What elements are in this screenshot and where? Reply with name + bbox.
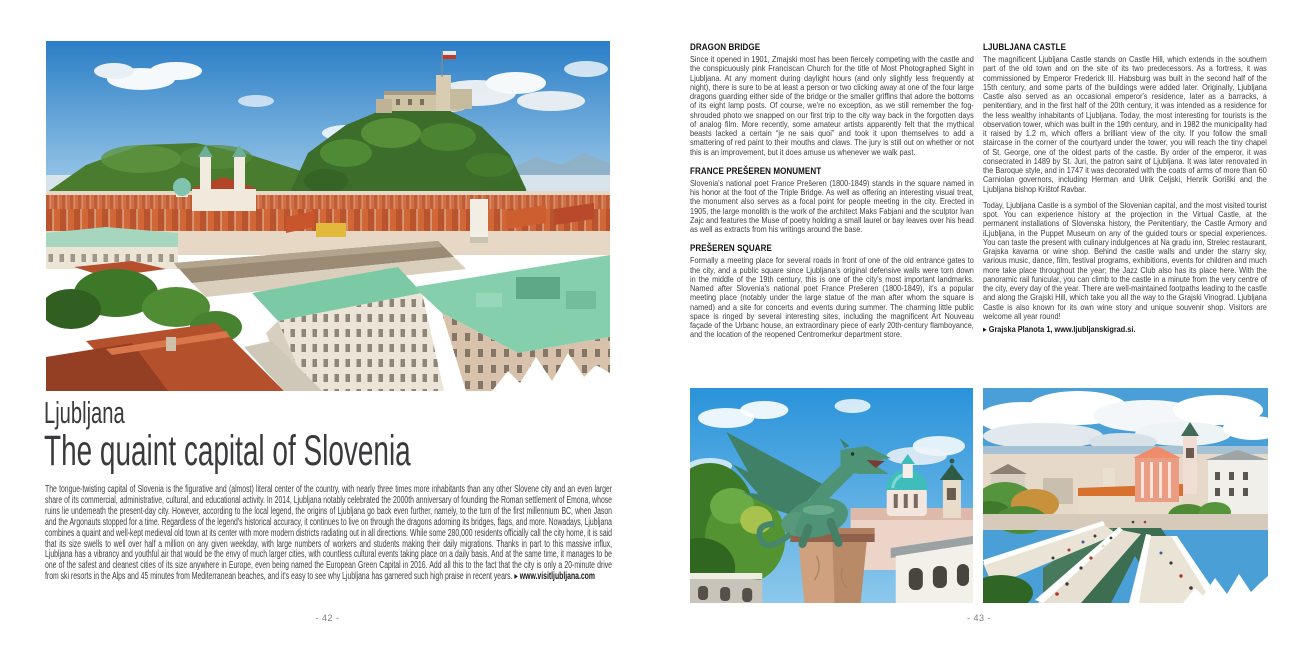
section-body-preseren-monument: Slovenia's national poet France Prešeren (1800-1849) stands in the square named in his honor at the foot of the Triple Bridge. As well as offering an interesting visual treat, the monument also serves as a focal point for people meeting in the city. Erected in 1905, the large monolith is the work of the architect Maks Fabjani and the sculptor Ivan Zajc and features the Muse of poetry holding a small laurel or bay leaves over his head as well as extracts from his writings around the base. <box>690 177 974 234</box>
plaza <box>983 514 1268 530</box>
page-subtitle: The quaint capital of Slovenia <box>44 427 411 475</box>
visit-ljubljana-link: ▸ www.visitljubljana.com <box>514 571 595 583</box>
section-body-ljubljana-castle-1: The magnificent Ljubljana Castle stands on Castle Hill, which extends in the southern part of the old town and on the site of its two predecessors. As a fortress, it was commissioned by Emperor Frederick III. Habsburg was built in the second half of the 15th century, and some parts of the buildings were added later. Originally, Ljubljana Castle also served as an occasional emperor's residence, later as a barracks, a penitentiary, and in the first half of the 20th century, it was intended as a residence for the less wealthy inhabitants of Ljubljana. Today, the most interesting for tourists is the observation tower, which was built in the 19th century, and in 1982 the municipality had it raised by 1.2 m, which offers a brilliant view of the city. If you follow the small staircase in the corner of the courtyard under the tower, you will reach the tiny chapel of St. George, one of the oldest parts of the castle. By order of the emperor, it was consecrated in 1489 by St. Juri, the patron saint of Ljubljana. It was later renovated in the Baroque style, and in 1747 it was decorated with the coats of arms of more than 60 Carniolan governors, including Herman and Ulrik Celjski, Henrik Goriški and the Ljubljana bishop Krištof Ravbar. <box>983 54 1267 194</box>
cityscape-illustration <box>46 41 610 391</box>
section-heading-ljubljana-castle: LJUBLJANA CASTLE <box>983 41 1067 52</box>
page-number-right: - 43 - <box>966 613 991 623</box>
title-block <box>44 397 629 474</box>
section-heading-preseren-monument: FRANCE PREŠEREN MONUMENT <box>690 164 822 176</box>
intro-paragraph <box>45 485 612 583</box>
triple-bridge-illustration <box>983 388 1268 603</box>
page-number-left: - 42 - <box>315 613 340 623</box>
dragon-statue-illustration <box>690 388 973 603</box>
triple-bridge-photo <box>983 388 1268 603</box>
section-body-preseren-square: Formally a meeting place for several roads in front of one of the old entrance gates to the city, and a public square since Ljubljana's original defensive walls were torn down in the middle of the 19th century, this is one of the city's most important landmarks. Named after Slovenia's national poet France Prešeren (1800-1849), it's a popular meeting place (notably under the large statue of the man after whom the square is named) and a site for concerts and events during summer. The charming little public space is ringed by several interesting sites, including the magnificent Art Nouveau façade of the Urbanc house, an extraordinary piece of early 20th-century flamboyance, and the location of the reopened Centromerkur department store. <box>690 255 974 340</box>
column-1 <box>690 42 974 344</box>
ljubljana-cityscape-photo <box>46 41 610 391</box>
castle-address-link: ▸ Grajska Planota 1, www.ljubljanskigrad.si. <box>983 324 1136 334</box>
section-body-dragon-bridge: Since it opened in 1901, Zmajski most has been fiercely competing with the castle and the conspicuously pink Franciscan Church for the title of Most Photographed Sight in Ljubljana. At any moment during daylight hours (and only slightly less frequently at night), there is sure to be at least a person or two clicking away at one of the four large dragons guarding either side of the bridge or the smaller griffins that adore the bottoms of its eight lamp posts. Of course, we're no exception, as we still remember the fog-shrouded photo we snapped on our first trip to the city way back in the forgotten days of analog film. More recently, some amateur artists apparently felt that the mythical beasts lacked a certain “je ne sais quoi” and took it upon themselves to add a smattering of red paint to their mouths and claws. The jury is still out on whether or not this is an improvement, but it does amuse us whenever we walk past. <box>690 54 974 157</box>
column-2 <box>983 42 1267 334</box>
intro-text: The tongue-twisting capital of Slovenia is the figurative and (almost) literal center of the country, with nearly three times more inhabitants than any other Slovene city and an even larger share of its commercial, administrative, cultural, and educational activity. In 2014, Ljubljana notably celebrated the 2000th anniversary of founding the Roman settlement of Emona, whose ruins lie underneath the present-day city. However, according to the local legend, the origins of Ljubljana go back even further, namely, to the turn of the first millennium BC, when Jason and the Argonauts stopped for a time. Regardless of the legend's historical accuracy, it continues to live on through the dragons adorning its bridges, flags, and more. Nowadays, Ljubljana combines a quaint and well-kept medieval old town at its center with more modern districts radiating out in all directions. While some 280,000 residents officially call the city home, it is said that its size swells to well over half a million on any given weekday, with large numbers of workers and students making their daily migrations. Thanks in part to this massive influx, Ljubljana has a vibrancy and youthful air that would be the envy of much larger cities, with countless cultural events taking place on a daily basis. And at the same time, it manages to be one of the safest and cleanest cities of its size anywhere in Europe, even being named the European Green Capital in 2016. Add all this to the fact that the city is only a 20-minute drive from ski resorts in the Alps and 45 minutes from Mediterranean beaches, and it's easy to see why Ljubljana has garnered such high praise in recent years. <box>45 484 612 583</box>
section-body-ljubljana-castle-2: Today, Ljubljana Castle is a symbol of the Slovenian capital, and the most visited tourist spot. You can experience history at the projection in the Virtual Castle, at the permanent installations of Slovenska history, the Penitentiary, the Castle Armory and iLjubljana, in the Puppet Museum on any of the guided tours or special experiences. You can taste the present with culinary indulgences at Na gradu inn, Strelec restaurant, Grajska kavarna or wine shop. Behind the castle walls and under the starry sky, various music, dance, film, festival programs, exhibitions, events for children and much more take place throughout the year; the Jazz Club also has its place here. With the panoramic rail funicular, you can climb to the castle in a minute from the very centre of the city, every day of the year. There are well-maintained footpaths leading to the castle and along the Grajski Hill, which take you all the way to the Grajski Vinograd. Ljubljana Castle is also known for its own wine story and unique souvenir shop. Visitors are welcome all year round! <box>983 199 1267 321</box>
section-heading-dragon-bridge: DRAGON BRIDGE <box>690 41 761 52</box>
section-heading-preseren-square: PREŠEREN SQUARE <box>690 242 772 254</box>
page-title: Ljubljana <box>44 395 125 430</box>
dragon-bridge-photo <box>690 388 973 603</box>
